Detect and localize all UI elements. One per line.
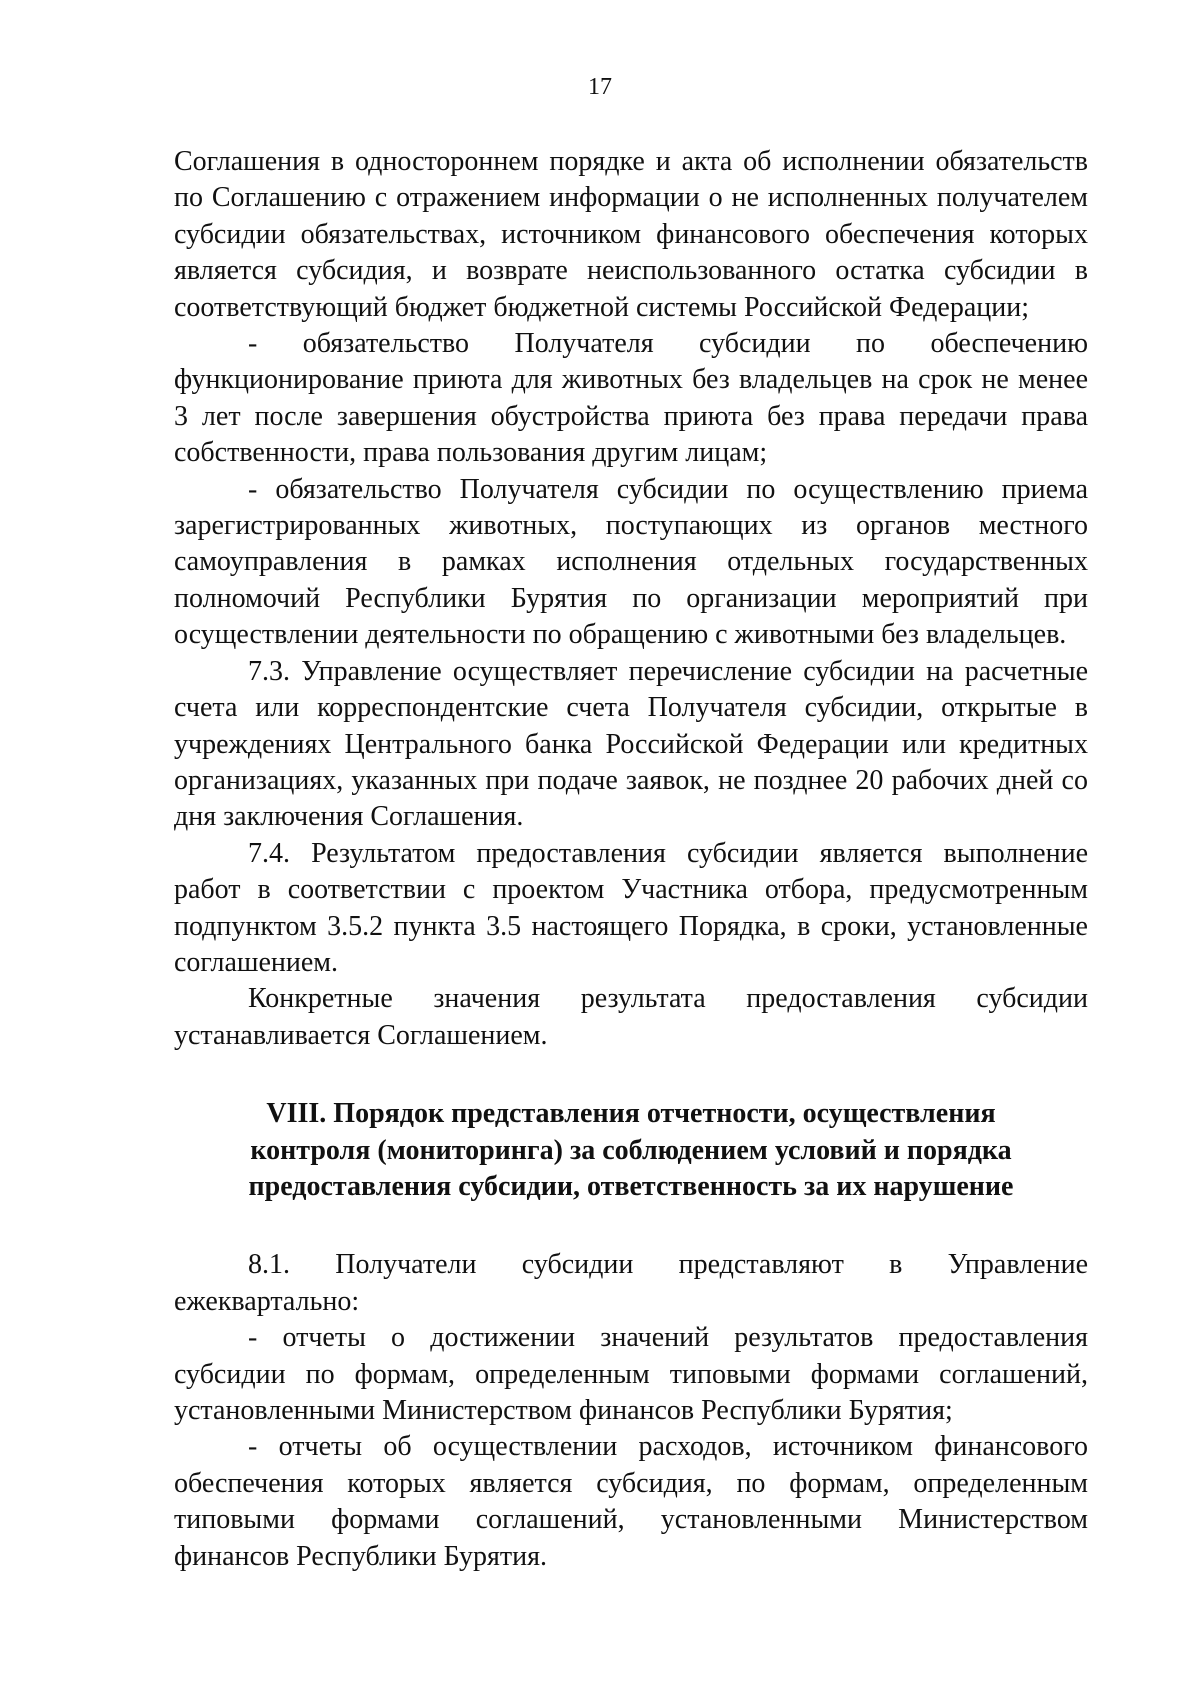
paragraph-agreement-termination: Соглашения в одностороннем порядке и акта об исполнении обязательств по Соглашению с отражением информации о не исполненных получателем субсидии обязательствах, источником финансового обеспечения которых является субсидия, и возврате неиспользованного остатка субсидии в соответствующий бюджет бюджетной системы Российской Федерации;: [174, 146, 1088, 323]
page-number: 17: [588, 74, 612, 100]
paragraph-animal-reception-obligation: - обязательство Получателя субсидии по осуществлению приема зарегистрированных животных, поступающих из органов местного самоуправления в рамках исполнения отдельных государственных полномочий Республики Бурятия по организации мероприятий при осуществлении деятельности по обращению с животными без владельцев.: [174, 473, 1088, 651]
paragraph-8-1: 8.1. Получатели субсидии представляют в Управление ежеквартально:: [174, 1249, 1088, 1317]
paragraph-shelter-obligation: - обязательство Получателя субсидии по обеспечению функционирование приюта для животных без владельцев на срок не менее 3 лет после завершения обустройства приюта без права передачи права собственности, права пользования другим лицам;: [174, 328, 1088, 469]
section-heading-viii: VIII. Порядок представления отчетности, осуществления контроля (мониторинга) за соблюдением условий и порядка предоставления субсидии, ответственность за их нарушение: [248, 1098, 1014, 1202]
paragraph-result-values: Конкретные значения результата предоставления субсидии устанавливается Соглашением.: [174, 983, 1088, 1051]
paragraph-7-4: 7.4. Результатом предоставления субсидии является выполнение работ в соответствии с проектом Участника отбора, предусмотренным подпунктом 3.5.2 пункта 3.5 настоящего Порядка, в сроки, установленные соглашением.: [174, 837, 1088, 978]
paragraph-results-reports: - отчеты о достижении значений результатов предоставления субсидии по формам, определенным типовыми формами соглашений, установленными Министерством финансов Республики Бурятия;: [174, 1322, 1088, 1426]
document-body: [174, 144, 1088, 1575]
paragraph-7-3: 7.3. Управление осуществляет перечисление субсидии на расчетные счета или корреспондентские счета Получателя субсидии, открытые в учреждениях Центрального банка Российской Федерации или кредитных организациях, указанных при подаче заявок, не позднее 20 рабочих дней со дня заключения Соглашения.: [174, 655, 1088, 833]
paragraph-expense-reports: - отчеты об осуществлении расходов, источником финансового обеспечения которых является субсидия, по формам, определенным типовыми формами соглашений, установленными Министерством финансов Республики Бурятия.: [174, 1431, 1088, 1572]
